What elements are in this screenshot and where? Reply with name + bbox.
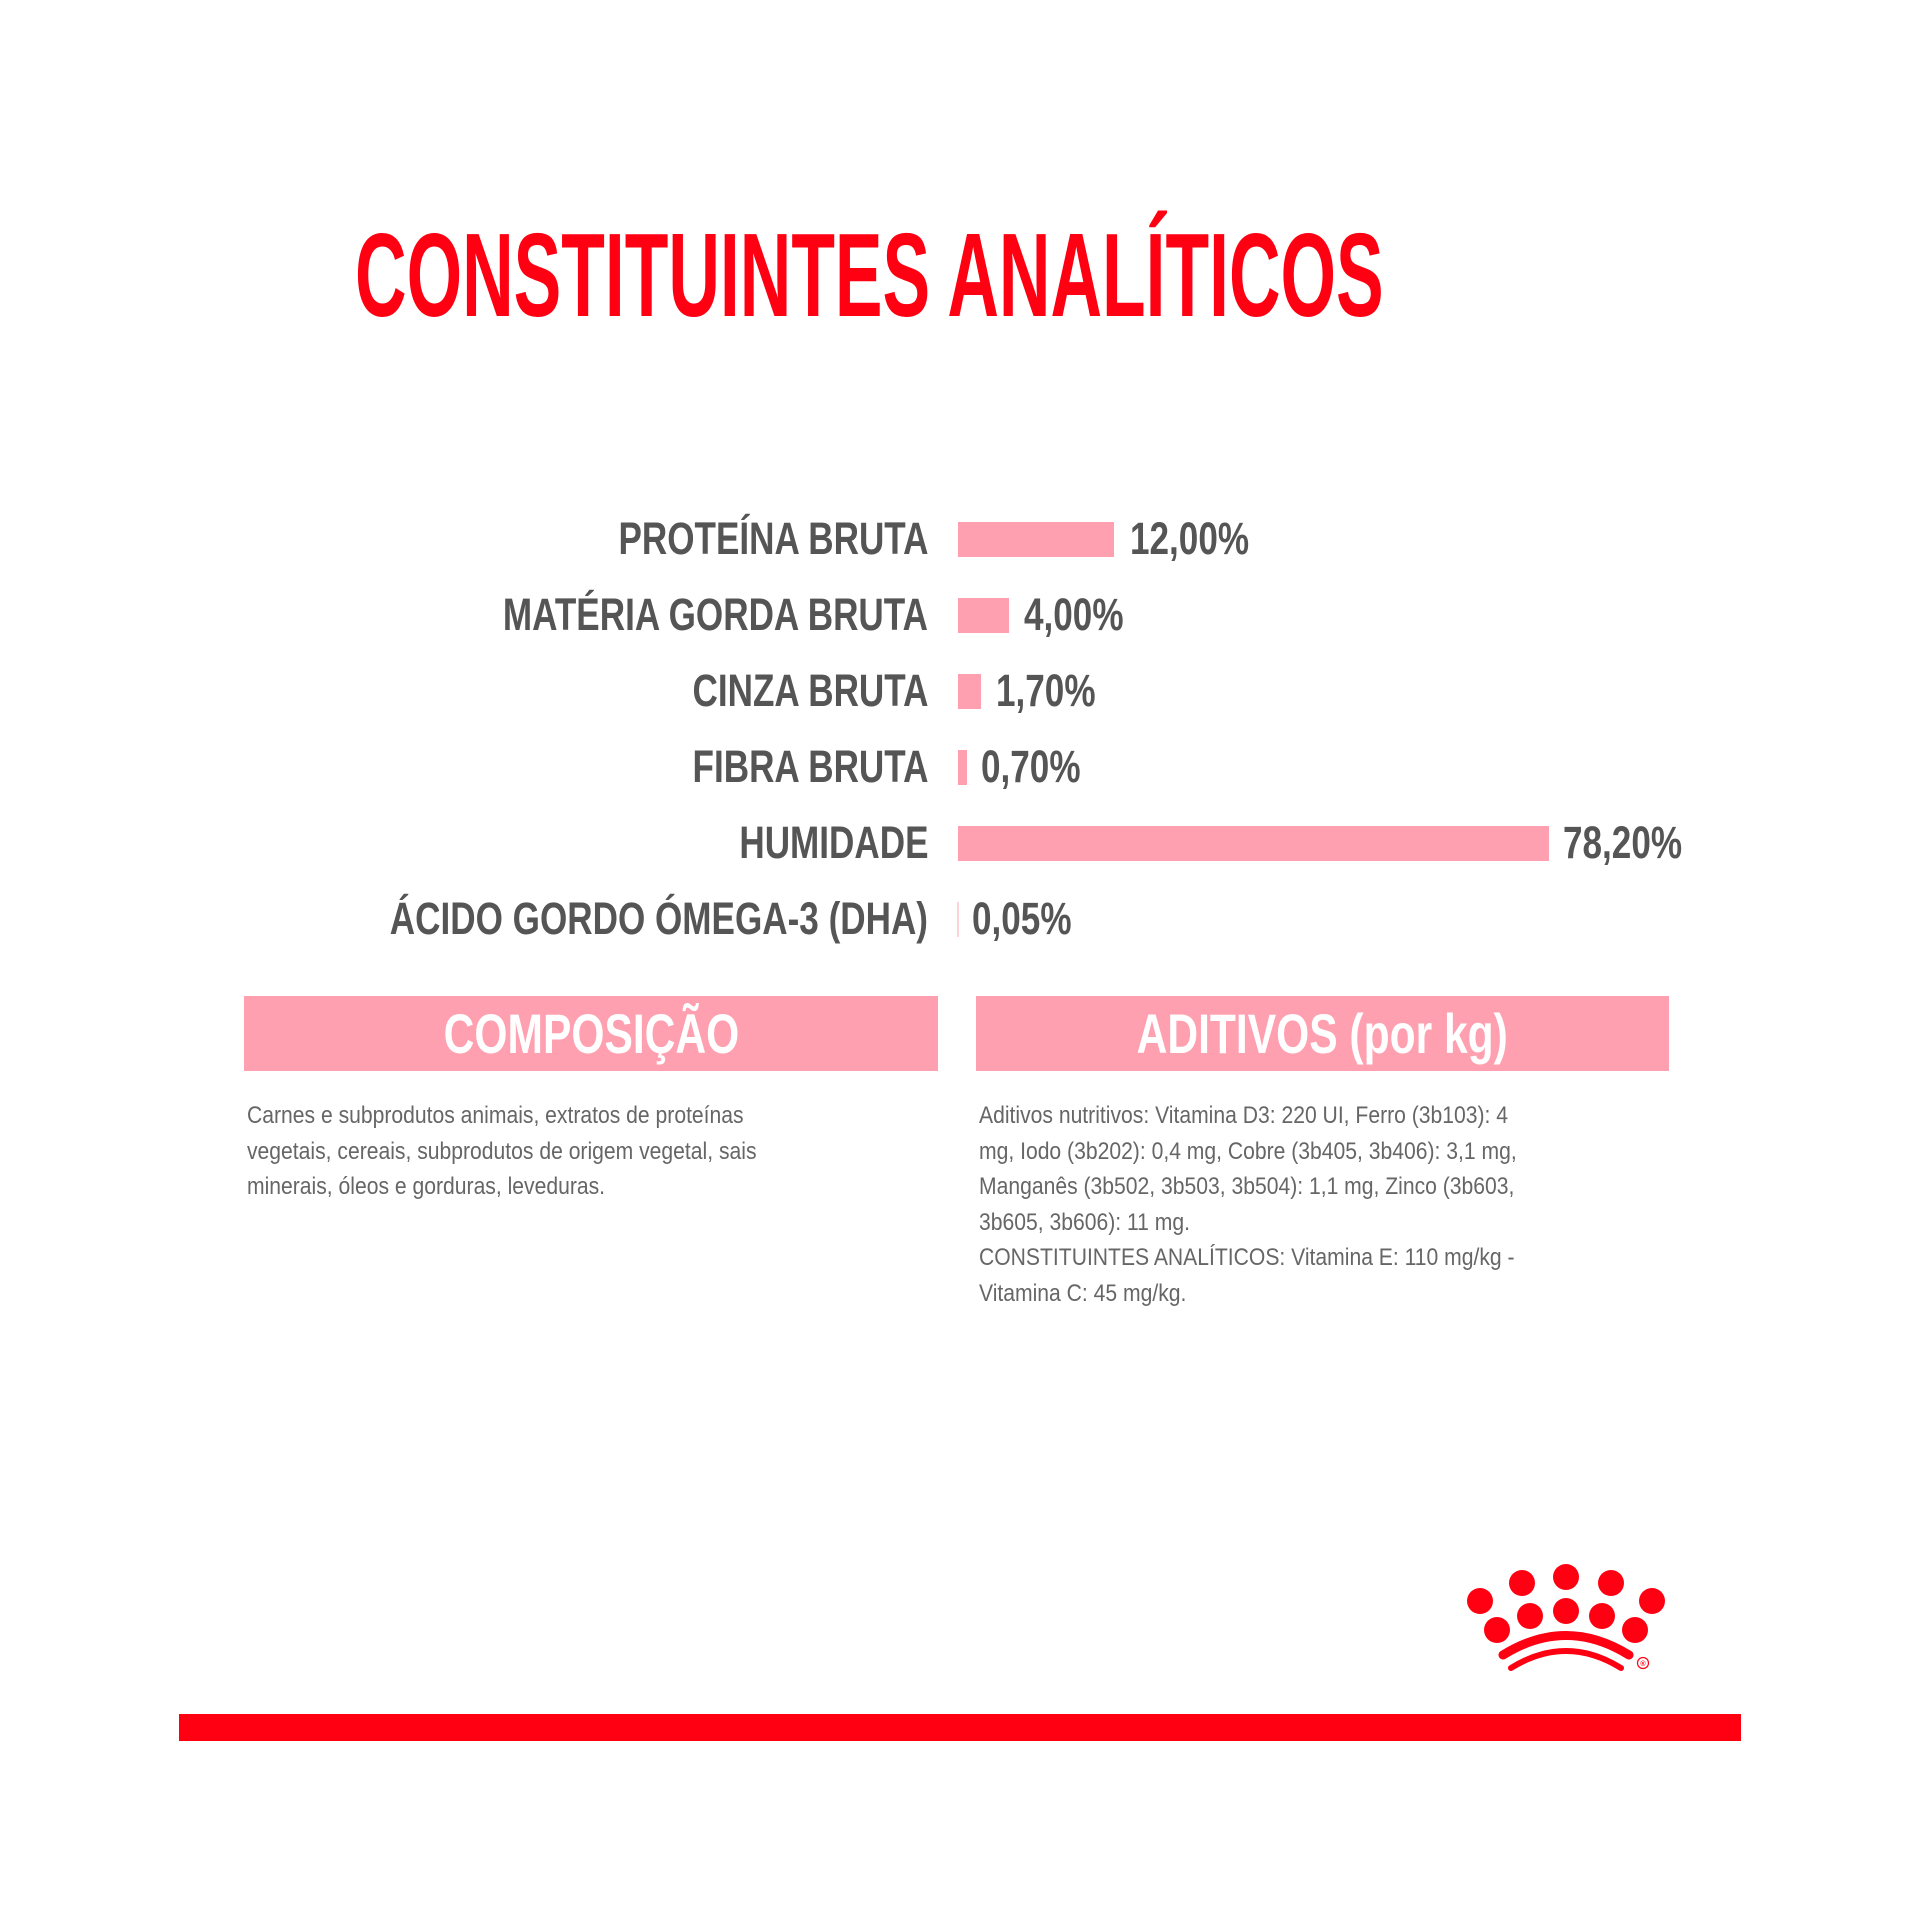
text-line: Manganês (3b502, 3b503, 3b504): 1,1 mg, Zinco (3b603, bbox=[979, 1173, 1515, 1200]
chart-row-fat bbox=[0, 589, 1920, 640]
composition-header bbox=[244, 996, 938, 1071]
text-line: Carnes e subprodutos animais, extratos de proteínas bbox=[247, 1102, 744, 1129]
crown-logo-icon bbox=[1460, 1555, 1680, 1685]
text-line: mg, Iodo (3b202): 0,4 mg, Cobre (3b405, 3b406): 3,1 mg, bbox=[979, 1137, 1517, 1165]
composition-header-label: COMPOSIÇÃO bbox=[443, 1002, 739, 1065]
chart-row-ash bbox=[0, 665, 1920, 716]
row-label: FIBRA BRUTA bbox=[692, 741, 928, 792]
row-value: 1,70% bbox=[996, 665, 1096, 716]
row-value: 4,00% bbox=[1024, 589, 1124, 640]
row-label: HUMIDADE bbox=[738, 817, 928, 868]
additives-text bbox=[979, 1098, 1590, 1311]
text-line: minerais, óleos e gorduras, leveduras. bbox=[247, 1173, 606, 1200]
row-label: PROTEÍNA BRUTA bbox=[617, 513, 928, 564]
text-line: CONSTITUINTES ANALÍTICOS: Vitamina E: 110 mg/kg - bbox=[979, 1244, 1515, 1271]
registered-mark: ® bbox=[1640, 1661, 1646, 1668]
row-bar bbox=[958, 674, 981, 709]
row-bar bbox=[958, 750, 967, 785]
row-value: 78,20% bbox=[1563, 817, 1683, 868]
bottom-red-rule bbox=[179, 1714, 1741, 1741]
chart-row-dha bbox=[0, 893, 1920, 944]
chart-row-protein bbox=[0, 513, 1920, 564]
additives-header bbox=[976, 996, 1669, 1071]
composition-text bbox=[247, 1098, 826, 1205]
text-line: Vitamina C: 45 mg/kg. bbox=[979, 1279, 1187, 1307]
text-line: 3b605, 3b606): 11 mg. bbox=[979, 1208, 1190, 1236]
row-bar bbox=[958, 522, 1114, 557]
row-value: 0,70% bbox=[981, 741, 1081, 792]
row-label: ÁCIDO GORDO ÓMEGA-3 (DHA) bbox=[389, 893, 928, 944]
row-value: 0,05% bbox=[972, 893, 1072, 944]
row-label: CINZA BRUTA bbox=[692, 665, 928, 716]
chart-row-moisture bbox=[0, 817, 1920, 868]
row-value: 12,00% bbox=[1130, 513, 1250, 564]
row-bar bbox=[958, 598, 1009, 633]
row-bar bbox=[957, 902, 959, 937]
row-bar bbox=[958, 826, 1549, 861]
page-title: CONSTITUINTES ANALÍTICOS bbox=[355, 209, 1384, 342]
text-line: Aditivos nutritivos: Vitamina D3: 220 UI, Ferro (3b103): 4 bbox=[979, 1102, 1509, 1129]
additives-header-label: ADITIVOS (por kg) bbox=[1136, 1002, 1509, 1065]
row-label: MATÉRIA GORDA BRUTA bbox=[502, 589, 928, 640]
chart-row-fibre bbox=[0, 741, 1920, 792]
text-line: vegetais, cereais, subprodutos de origem vegetal, sais bbox=[247, 1137, 757, 1165]
